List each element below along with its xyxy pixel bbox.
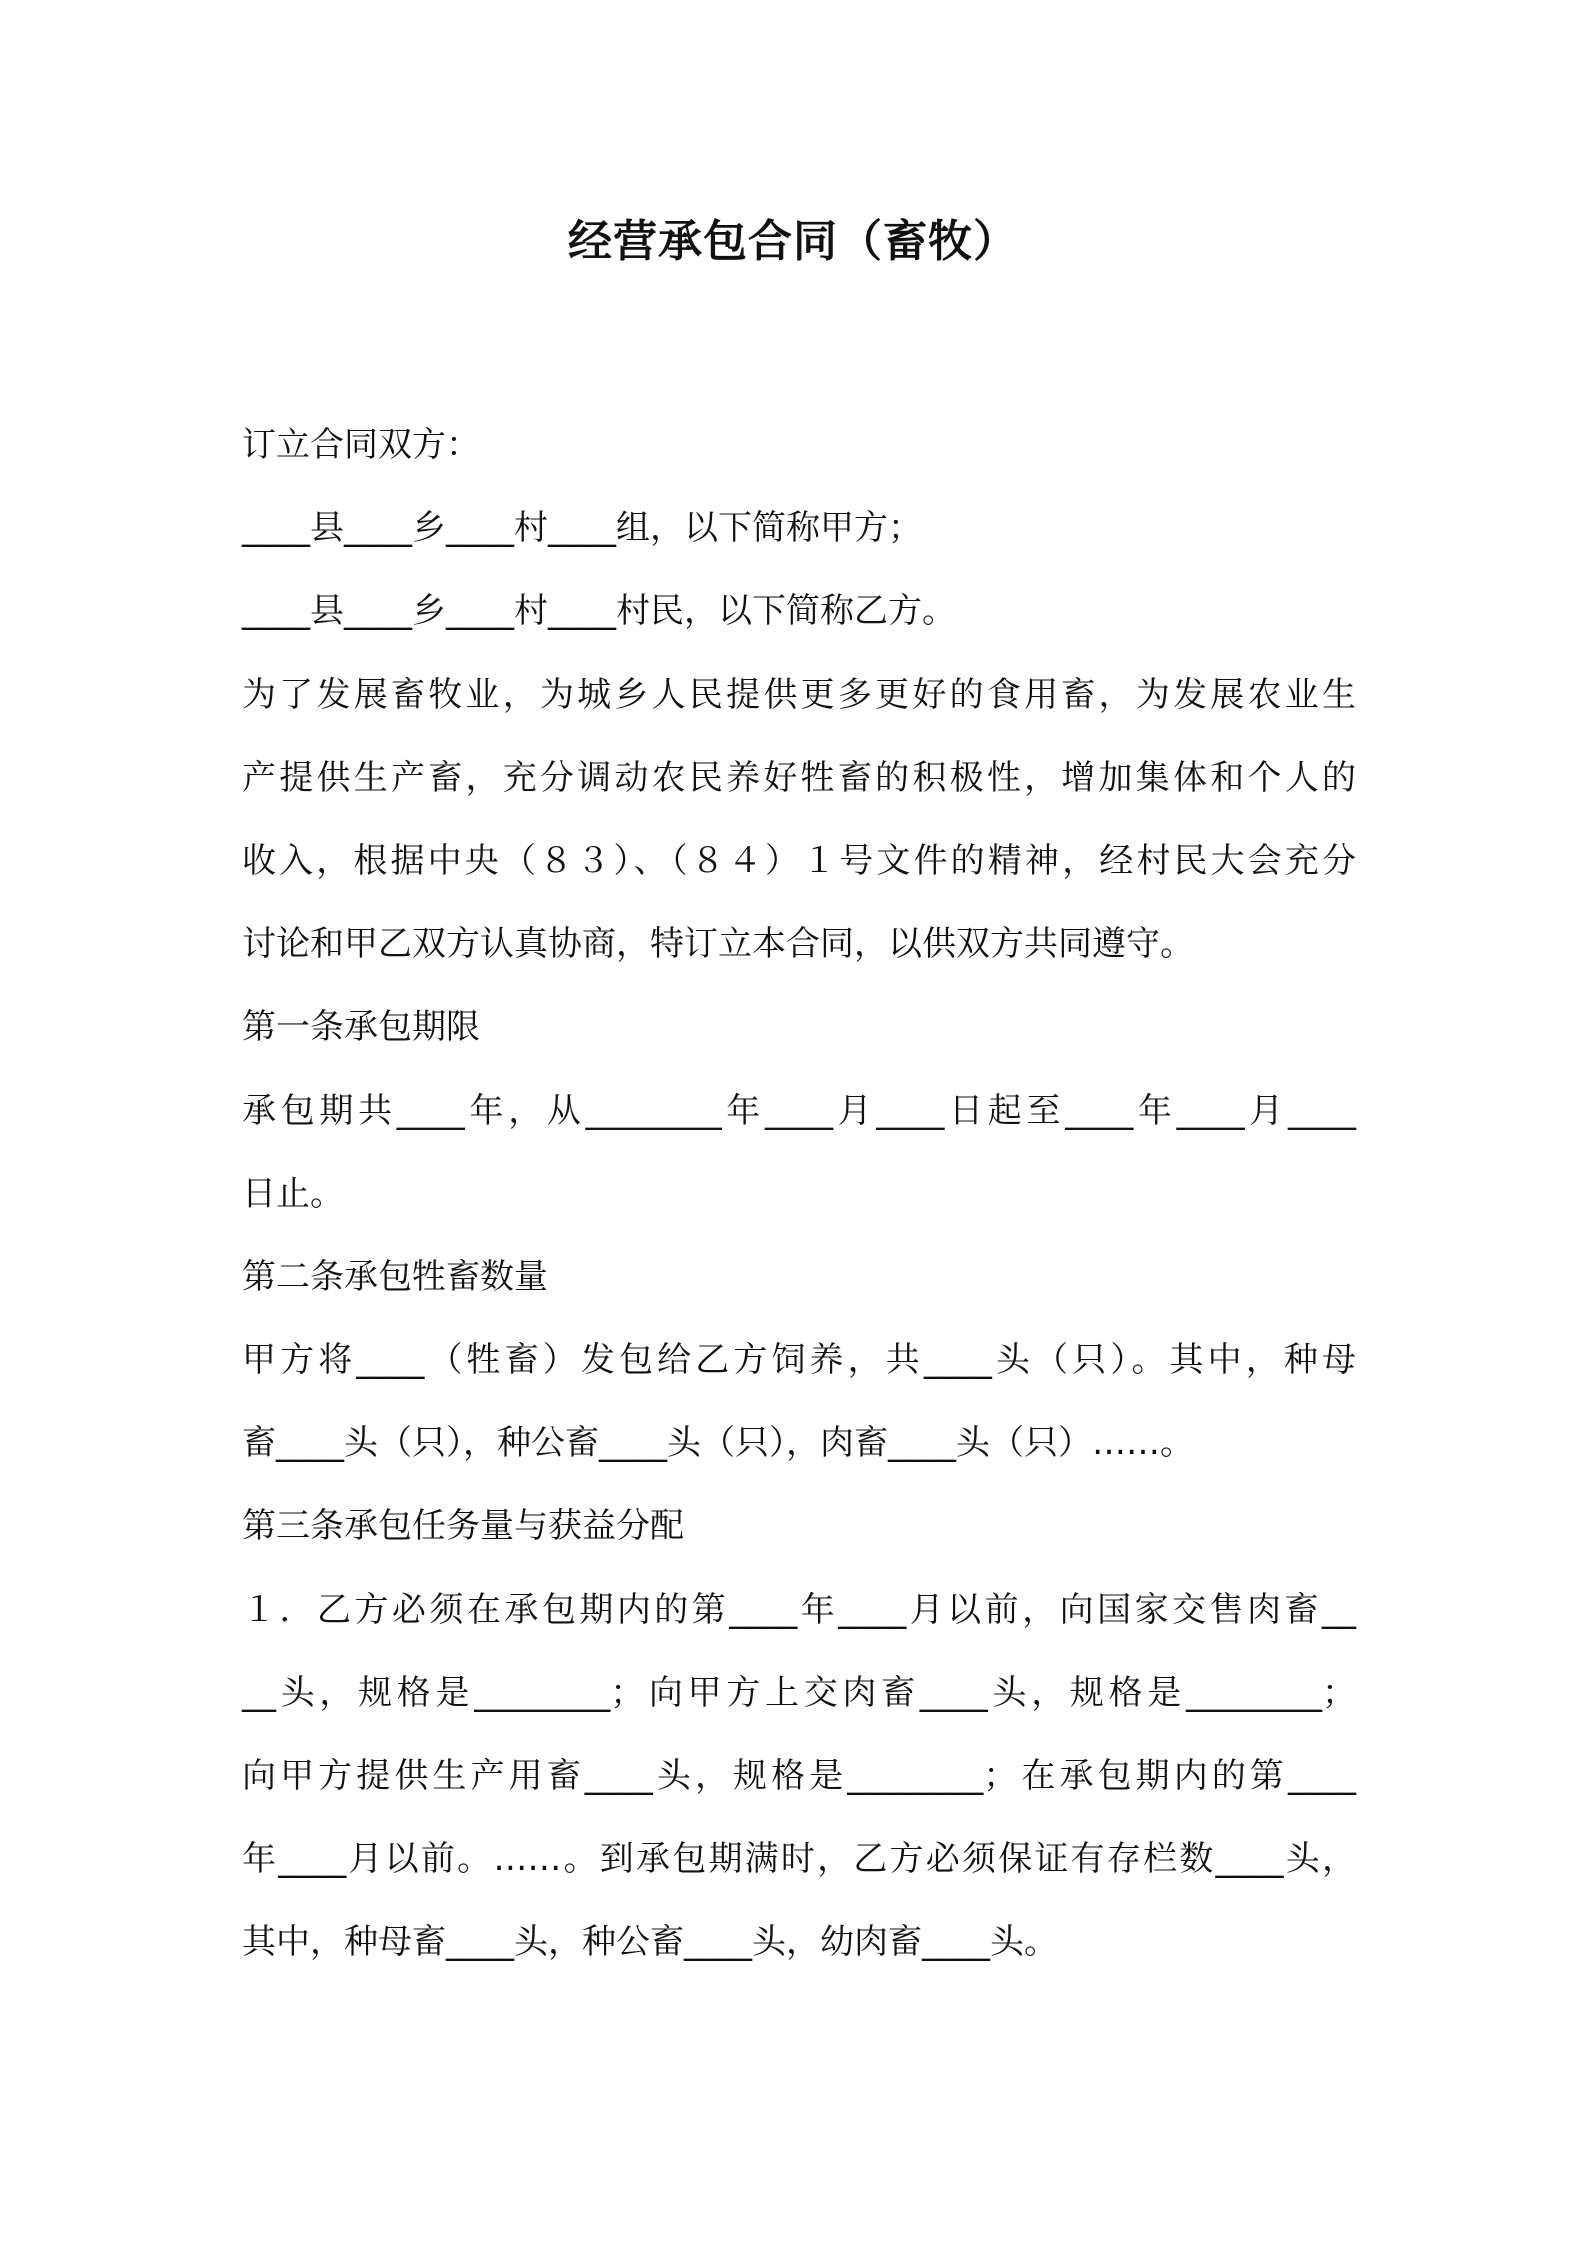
article-2-line: 畜____头（只），种公畜____头（只），肉畜____头（只）……。 bbox=[242, 1423, 1194, 1464]
document-title: 经营承包合同（畜牧） bbox=[568, 216, 1018, 267]
party-a-line: ____县____乡____村____组，以下简称甲方； bbox=[242, 508, 922, 549]
article-2-line: 甲方将____（牲畜）发包给乙方饲养，共____头（只）。其中，种母 bbox=[242, 1340, 1356, 1381]
preamble-line: 产提供生产畜，充分调动农民养好牲畜的积极性，增加集体和个人的 bbox=[242, 757, 1356, 798]
article-3-line: 其中，种母畜____头，种公畜____头，幼肉畜____头。 bbox=[242, 1922, 1058, 1963]
article-1-line: 承包期共____年，从________年____月____日起至____年____月____ bbox=[242, 1090, 1356, 1131]
article-3-line: 向甲方提供生产用畜____头，规格是________；在承包期内的第____ bbox=[242, 1756, 1356, 1796]
parties-heading: 订立合同双方： bbox=[242, 425, 480, 465]
preamble-line: 讨论和甲乙双方认真协商，特订立本合同，以供双方共同遵守。 bbox=[242, 924, 1194, 965]
article-3-line: 年____月以前。……。到承包期满时，乙方必须保证有存栏数____头， bbox=[242, 1839, 1356, 1880]
article-3-line: __头，规格是________；向甲方上交肉畜____头，规格是________； bbox=[242, 1672, 1356, 1713]
party-b-line: ____县____乡____村____村民，以下简称乙方。 bbox=[242, 591, 956, 632]
article-1-line: 日止。 bbox=[242, 1173, 344, 1214]
article-2-heading: 第二条承包牲畜数量 bbox=[242, 1256, 548, 1297]
article-1-heading: 第一条承包期限 bbox=[242, 1007, 480, 1048]
document-body bbox=[242, 404, 1356, 1985]
article-3-heading: 第三条承包任务量与获益分配 bbox=[242, 1506, 684, 1547]
preamble-line: 为了发展畜牧业，为城乡人民提供更多更好的食用畜，为发展农业生 bbox=[242, 674, 1356, 715]
preamble-line: 收入，根据中央（８３）、（８４）１号文件的精神，经村民大会充分 bbox=[242, 840, 1356, 881]
article-3-line: １．乙方必须在承包期内的第____年____月以前，向国家交售肉畜__ bbox=[242, 1589, 1356, 1630]
